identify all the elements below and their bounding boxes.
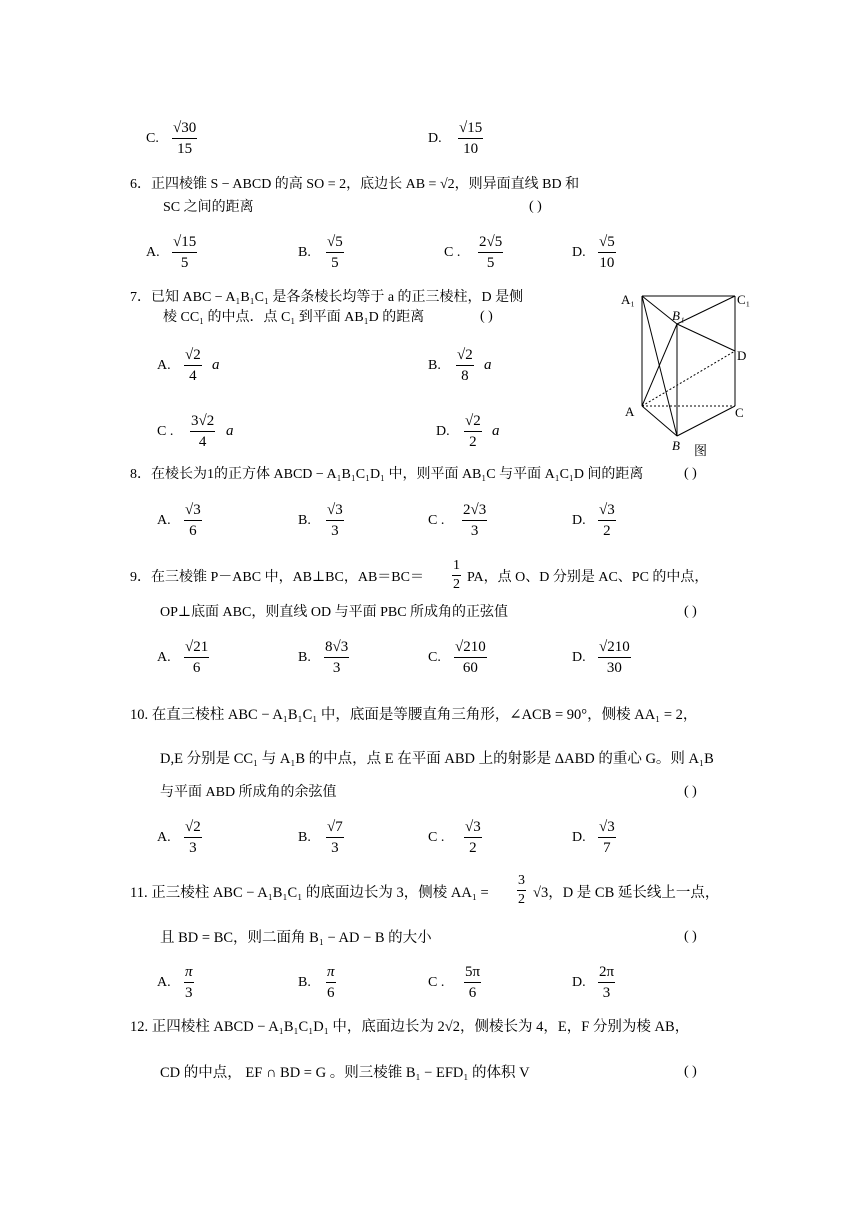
q5-option-c-fraction <box>172 118 197 159</box>
denominator: 2 <box>469 840 477 856</box>
q10-option-c-label: C . <box>428 830 445 845</box>
q9-option-a-label: A. <box>157 650 171 665</box>
denominator: 6 <box>189 523 197 539</box>
q6-option-c-label: C . <box>444 245 461 260</box>
numerator: √15 <box>173 234 197 250</box>
numerator: π <box>327 964 335 980</box>
q10-answer-paren: ( ) <box>684 784 697 799</box>
q8-option-b-fraction <box>326 500 344 541</box>
q8-option-a-fraction <box>184 500 202 541</box>
numerator: √7 <box>327 819 343 835</box>
denominator: 7 <box>603 840 611 856</box>
label-b1: B₁ <box>672 308 685 323</box>
q7-option-d-fraction <box>464 411 482 452</box>
q10-stem-line3: 与平面 ABD 所成角的余弦值 <box>160 785 337 800</box>
q6-option-b-label: B. <box>298 245 311 260</box>
q7-answer-paren: ( ) <box>480 309 493 324</box>
denominator: 6 <box>327 985 335 1001</box>
segment-ad-hidden <box>642 351 735 406</box>
denominator: 3 <box>331 840 339 856</box>
q9-option-c-label: C. <box>428 650 441 665</box>
q7-stem-line1: 7．已知 ABC − A₁B₁C₁ 是各条棱长均等于 a 的正三棱柱，D 是侧 <box>130 290 524 305</box>
denominator: 60 <box>462 660 478 676</box>
q5-option-c-label: C. <box>146 131 159 146</box>
denominator: 10 <box>599 255 615 271</box>
q7-option-c-fraction <box>190 411 215 452</box>
numerator: √3 <box>185 502 201 518</box>
edge-bc <box>677 406 735 436</box>
q9-answer-paren: ( ) <box>684 604 697 619</box>
numerator: 3√2 <box>191 413 215 429</box>
denominator: 3 <box>332 660 341 676</box>
q10-stem-line1: 10. 在直三棱柱 ABC − A₁B₁C₁ 中，底面是等腰直角三角形，∠ACB = 90°，侧棱 AA₁ = 2， <box>130 707 698 723</box>
q7-option-b-fraction <box>456 345 474 386</box>
denominator: 5 <box>180 255 189 271</box>
denominator: 8 <box>461 368 469 384</box>
label-b: B <box>672 438 680 453</box>
q11-stem-fraction <box>517 872 526 909</box>
q11-stem-line1-part1: 11. 正三棱柱 ABC − A₁B₁C₁ 的底面边长为 3，侧棱 AA₁ = <box>130 885 489 901</box>
q5-option-d-fraction <box>458 118 483 159</box>
q6-option-d-label: D. <box>572 245 586 260</box>
q8-answer-paren: ( ) <box>684 466 697 481</box>
denominator: 4 <box>198 434 207 450</box>
q7-option-d-label: D. <box>436 424 450 439</box>
q8-option-b-label: B. <box>298 513 311 528</box>
q7-option-a-variable: a <box>212 357 220 373</box>
q10-option-b-label: B. <box>298 830 311 845</box>
q8-option-d-fraction <box>598 500 616 541</box>
q9-stem-line1-part1: 9．在三棱锥 P－ABC 中，AB⊥BC，AB＝BC＝ <box>130 570 424 585</box>
numerator: √3 <box>599 819 615 835</box>
q10-option-d-label: D. <box>572 830 586 845</box>
q7-option-d-variable: a <box>492 423 500 439</box>
q6-option-a-label: A. <box>146 245 160 260</box>
figure-caption: 图 <box>694 443 708 458</box>
q11-option-c-fraction <box>464 962 481 1003</box>
denominator: 2 <box>469 434 477 450</box>
q10-option-b-fraction <box>326 817 344 858</box>
q11-option-c-label: C . <box>428 975 445 990</box>
q6-option-a-fraction <box>172 232 197 273</box>
q7-stem-line2: 棱 CC₁ 的中点．点 C₁ 到平面 AB₁D 的距离 <box>163 310 425 325</box>
q7-option-a-fraction <box>184 345 202 386</box>
q6-option-c-fraction <box>478 232 503 273</box>
denominator: 2 <box>518 892 525 907</box>
segment-b1d <box>677 324 735 351</box>
numerator: 2π <box>599 964 615 980</box>
denominator: 5 <box>331 255 339 271</box>
denominator: 2 <box>453 577 460 592</box>
q7-option-b-variable: a <box>484 357 492 373</box>
q9-stem-line2: OP⊥底面 ABC，则直线 OD 与平面 PBC 所成角的正弦值 <box>160 605 509 620</box>
numerator: 3 <box>518 873 525 888</box>
q12-stem-line2: CD 的中点， EF ∩ BD = G 。则三棱锥 B₁ − EFD₁ 的体积 V <box>160 1065 530 1081</box>
numerator: 1 <box>453 558 460 573</box>
label-d: D <box>737 348 747 363</box>
q11-option-d-label: D. <box>572 975 586 990</box>
numerator: √2 <box>457 347 473 363</box>
numerator: √5 <box>599 234 615 250</box>
q9-option-b-label: B. <box>298 650 311 665</box>
label-a1: A₁ <box>621 292 635 307</box>
denominator: 6 <box>468 985 477 1001</box>
prism-figure <box>615 286 785 462</box>
q9-option-d-label: D. <box>572 650 586 665</box>
label-c: C <box>735 405 744 420</box>
q10-option-a-fraction <box>184 817 202 858</box>
numerator: √3 <box>599 502 615 518</box>
denominator: 3 <box>602 985 611 1001</box>
q6-option-b-fraction <box>326 232 344 273</box>
q6-stem-line2: SC 之间的距离 <box>163 200 254 215</box>
numerator: √2 <box>185 819 201 835</box>
q11-option-a-fraction <box>184 962 194 1003</box>
numerator: √2 <box>185 347 201 363</box>
numerator: π <box>185 964 193 980</box>
q11-answer-paren: ( ) <box>684 929 697 944</box>
denominator: 5 <box>486 255 495 271</box>
numerator: √21 <box>185 639 209 655</box>
numerator: 5π <box>465 964 481 980</box>
q5-option-d-label: D. <box>428 131 442 146</box>
numerator: √15 <box>459 120 483 136</box>
denominator: 2 <box>603 523 611 539</box>
q10-stem-line2: D,E 分别是 CC₁ 与 A₁B 的中点，点 E 在平面 ABD 上的射影是 ΔABD 的重心 G。则 A₁B <box>160 751 714 767</box>
q10-option-c-fraction <box>464 817 482 858</box>
numerator: √210 <box>599 639 630 655</box>
q11-option-a-label: A. <box>157 975 171 990</box>
q8-option-a-label: A. <box>157 513 171 528</box>
denominator: 30 <box>606 660 622 676</box>
q8-option-d-label: D. <box>572 513 586 528</box>
numerator: √2 <box>465 413 481 429</box>
q6-option-d-fraction <box>598 232 616 273</box>
denominator: 10 <box>463 141 479 157</box>
q11-option-d-fraction <box>598 962 615 1003</box>
edge-b1c1 <box>677 296 735 324</box>
denominator: 3 <box>331 523 339 539</box>
q10-option-a-label: A. <box>157 830 171 845</box>
q9-option-d-fraction <box>598 637 631 678</box>
denominator: 3 <box>185 985 193 1001</box>
q9-option-b-fraction <box>324 637 349 678</box>
q9-stem-line1-part2: PA，点 O、D 分别是 AC、PC 的中点， <box>467 570 709 585</box>
q7-option-c-variable: a <box>226 423 234 439</box>
q7-option-c-label: C . <box>157 424 174 439</box>
q8-option-c-fraction <box>462 500 487 541</box>
q8-stem-line1: 8．在棱长为1的正方体 ABCD − A₁B₁C₁D₁ 中，则平面 AB₁C 与平面 A₁C₁D 间的距离 <box>130 467 644 482</box>
label-c1: C₁ <box>737 292 751 307</box>
numerator: √30 <box>173 120 197 136</box>
q7-option-b-label: B. <box>428 358 441 373</box>
q8-option-c-label: C . <box>428 513 445 528</box>
numerator: √210 <box>455 639 486 655</box>
q6-stem-line1: 6．正四棱锥 S − ABCD 的高 SO = 2，底边长 AB = √2，则异面直线 BD 和 <box>130 177 580 192</box>
numerator: 8√3 <box>325 639 349 655</box>
q11-stem-line1-part2: √3，D 是 CB 延长线上一点， <box>533 885 720 901</box>
denominator: 3 <box>470 523 479 539</box>
label-a: A <box>625 404 635 419</box>
numerator: 2√3 <box>463 502 487 518</box>
q9-option-a-fraction <box>184 637 209 678</box>
denominator: 4 <box>189 368 197 384</box>
denominator: 3 <box>189 840 197 856</box>
numerator: √3 <box>465 819 481 835</box>
numerator: √3 <box>327 502 343 518</box>
numerator: √5 <box>327 234 343 250</box>
q11-stem-line2: 且 BD = BC，则二面角 B₁ − AD − B 的大小 <box>160 930 432 946</box>
q9-option-c-fraction <box>454 637 487 678</box>
q11-option-b-label: B. <box>298 975 311 990</box>
denominator: 15 <box>177 141 193 157</box>
q12-answer-paren: ( ) <box>684 1064 697 1079</box>
numerator: 2√5 <box>479 234 503 250</box>
q9-stem-fraction <box>452 557 461 594</box>
q11-option-b-fraction <box>326 962 336 1003</box>
q6-answer-paren: ( ) <box>529 199 542 214</box>
denominator: 6 <box>192 660 201 676</box>
edge-ab <box>642 406 677 436</box>
q12-stem-line1: 12. 正四棱柱 ABCD − A₁B₁C₁D₁ 中，底面边长为 2√2，侧棱长为 4，E，F 分别为棱 AB， <box>130 1019 690 1035</box>
q10-option-d-fraction <box>598 817 616 858</box>
q7-option-a-label: A. <box>157 358 171 373</box>
